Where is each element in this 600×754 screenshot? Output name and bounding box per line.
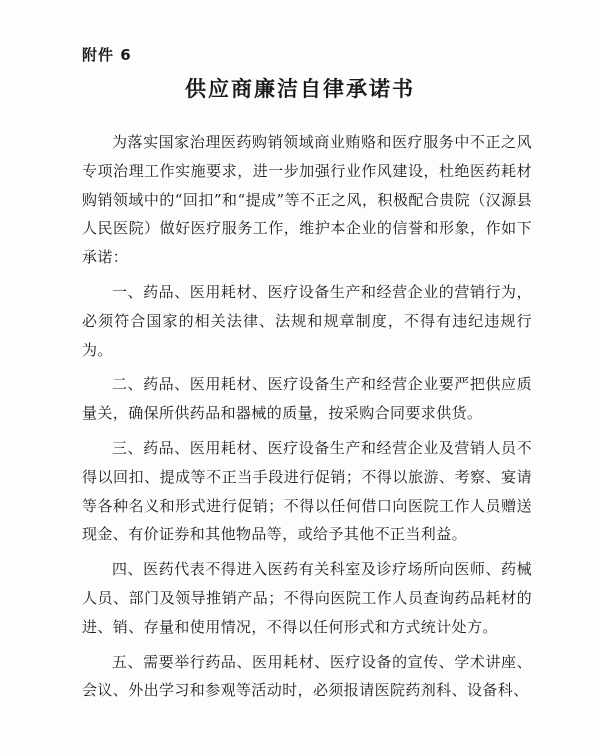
paragraph-item-4: 四、医药代表不得进入医药有关科室及诊疗场所向医师、药械人员、部门及领导推销产品；不得向医院工作人员查询药品耗材的进、销、存量和使用情况，不得以任何形式和方式统计处方。 bbox=[82, 560, 532, 636]
attachment-label: 附件 6 bbox=[82, 46, 132, 64]
document-body bbox=[82, 128, 532, 705]
document-title: 供应商廉洁自律承诺书 bbox=[185, 77, 415, 101]
paragraph-item-2: 二、药品、医用耗材、医疗设备生产和经营企业要严把供应质量关，确保所供药品和器械的质量，按采购合同要求供货。 bbox=[82, 375, 532, 423]
paragraph-item-3: 三、药品、医用耗材、医疗设备生产和经营企业及营销人员不得以回扣、提成等不正当手段进行促销；不得以旅游、考察、宴请等各种名义和形式进行促销；不得以任何借口向医院工作人员赠送现金、有价证券和其他物品等，或给予其他不正当利益。 bbox=[82, 438, 532, 544]
paragraph-item-5: 五、需要举行药品、医用耗材、医疗设备的宣传、学术讲座、会议、外出学习和参观等活动时，必须报请医院药剂科、设备科、 bbox=[82, 652, 532, 700]
paragraph-intro: 为落实国家治理医药购销领域商业贿赂和医疗服务中不正之风专项治理工作实施要求，进一步加强行业作风建设，杜绝医药耗材购销领域中的“回扣”和“提成”等不正之风，积极配合贵院（汉源县人民医院）做好医疗服务工作，维护本企业的信誉和形象，作如下承诺： bbox=[82, 133, 532, 267]
paragraph-item-1: 一、药品、医用耗材、医疗设备生产和经营企业的营销行为，必须符合国家的相关法律、法规和规章制度，不得有违纪违规行为。 bbox=[82, 282, 532, 359]
